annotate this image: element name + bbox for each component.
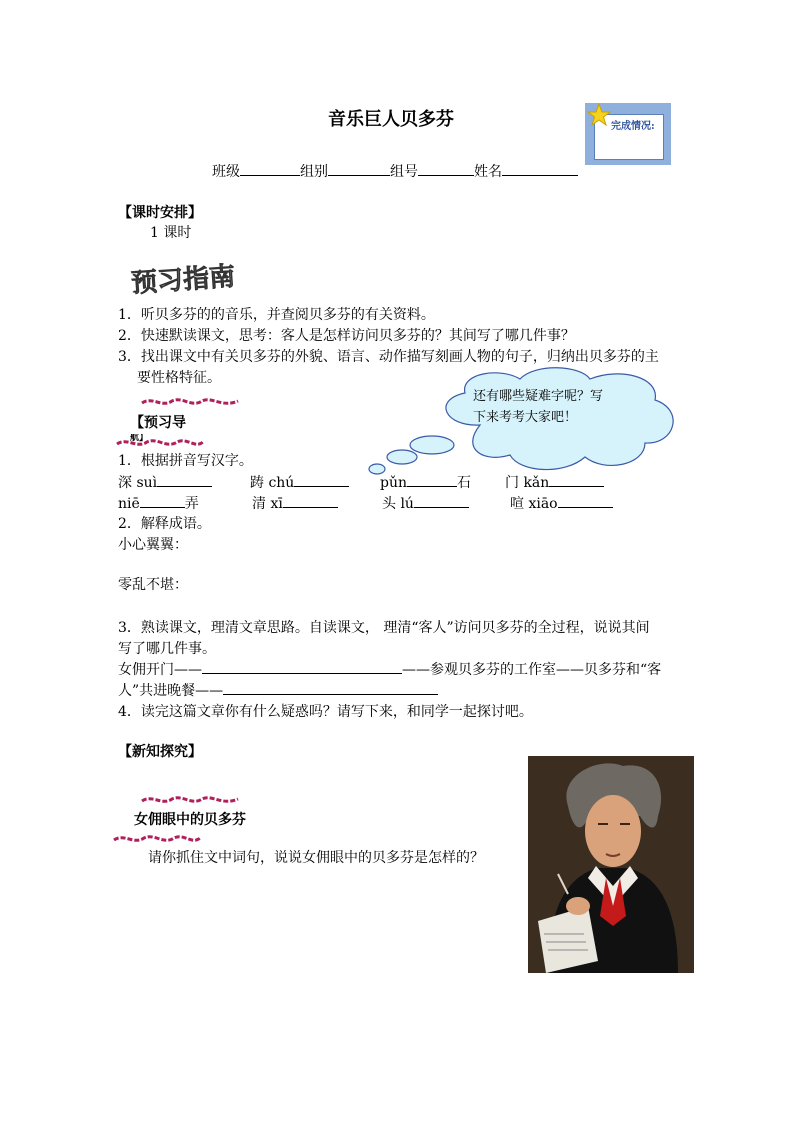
preview-heading: 【预习导: [130, 415, 186, 431]
q1-item: 深 suì: [118, 472, 212, 493]
q3-line-1: 3．熟读课文，理清文章思路。自读课文， 理清“客人”访问贝多芬的全过程，说说其间: [118, 620, 650, 636]
q3-blank-1[interactable]: [202, 659, 402, 674]
q3-line-4: 人”共进晚餐——: [118, 680, 438, 701]
number-field[interactable]: [418, 161, 474, 176]
q1-label: 1．根据拼音写汉字。: [118, 453, 253, 469]
ribbon-decoration: [140, 793, 240, 807]
q3-blank-2[interactable]: [223, 680, 438, 695]
explore-subheading: 女佣眼中的贝多芬: [134, 812, 246, 828]
explore-heading: 【新知探究】: [118, 744, 202, 760]
class-field[interactable]: [240, 161, 300, 176]
page-title: 音乐巨人贝多芬: [328, 109, 454, 130]
guide-item-2: 2．快速默读课文，思考：客人是怎样访问贝多芬的？其间写了哪几件事？: [118, 328, 575, 344]
name-label: 姓名: [474, 164, 502, 180]
name-field[interactable]: [502, 161, 578, 176]
star-icon: [587, 103, 611, 127]
schedule-value: 1 课时: [150, 225, 192, 241]
ribbon-decoration: [140, 395, 240, 409]
preview-guide-banner: [128, 258, 253, 302]
guide-item-1: 1．听贝多芬的的音乐，并查阅贝多芬的有关资料。: [118, 307, 435, 323]
q3-line-3: 女佣开门—— ——参观贝多芬的工作室——贝多芬和“客: [118, 659, 661, 680]
explore-question: 请你抓住文中词句，说说女佣眼中的贝多芬是怎样的？: [148, 850, 484, 866]
q2-idiom-2: 零乱不堪：: [118, 577, 188, 593]
guide-item-3-cont: 要性格特征。: [137, 370, 221, 386]
q1-item: 清 xī: [252, 493, 338, 514]
schedule-heading: 【课时安排】: [118, 205, 202, 221]
q3-line-2: 写了哪几件事。: [118, 641, 216, 657]
group-field[interactable]: [328, 161, 390, 176]
ribbon-decoration: [112, 832, 202, 846]
q2-label: 2．解释成语。: [118, 516, 211, 532]
completion-status-label: 完成情况:: [611, 121, 655, 132]
completion-status-box: [585, 103, 671, 165]
q1-item: 踌 chú: [250, 472, 349, 493]
q1-item: 头 lú: [382, 493, 469, 514]
preview-heading-tail: 航】: [130, 434, 149, 442]
beethoven-portrait: [528, 756, 694, 973]
q1-item: niē 弄: [118, 493, 199, 514]
group-label: 组别: [300, 164, 328, 180]
cloud-text: 还有哪些疑难字呢？写下来考考大家吧！: [473, 389, 604, 425]
svg-text:预习指南: 预习指南: [130, 261, 237, 298]
ribbon-decoration: [115, 436, 205, 450]
student-info-line: [212, 161, 578, 182]
q1-item: pǔn 石: [380, 472, 471, 493]
q2-idiom-1: 小心翼翼：: [118, 537, 188, 553]
q4-text: 4．读完这篇文章你有什么疑惑吗？请写下来，和同学一起探讨吧。: [118, 704, 533, 720]
class-label: 班级: [212, 164, 240, 180]
q1-item: 喧 xiāo: [510, 493, 613, 514]
guide-item-3: 3．找出课文中有关贝多芬的外貌、语言、动作描写刻画人物的句子，归纳出贝多芬的主: [118, 349, 659, 365]
q1-item: 门 kǎn: [505, 472, 604, 493]
number-label: 组号: [390, 164, 418, 180]
